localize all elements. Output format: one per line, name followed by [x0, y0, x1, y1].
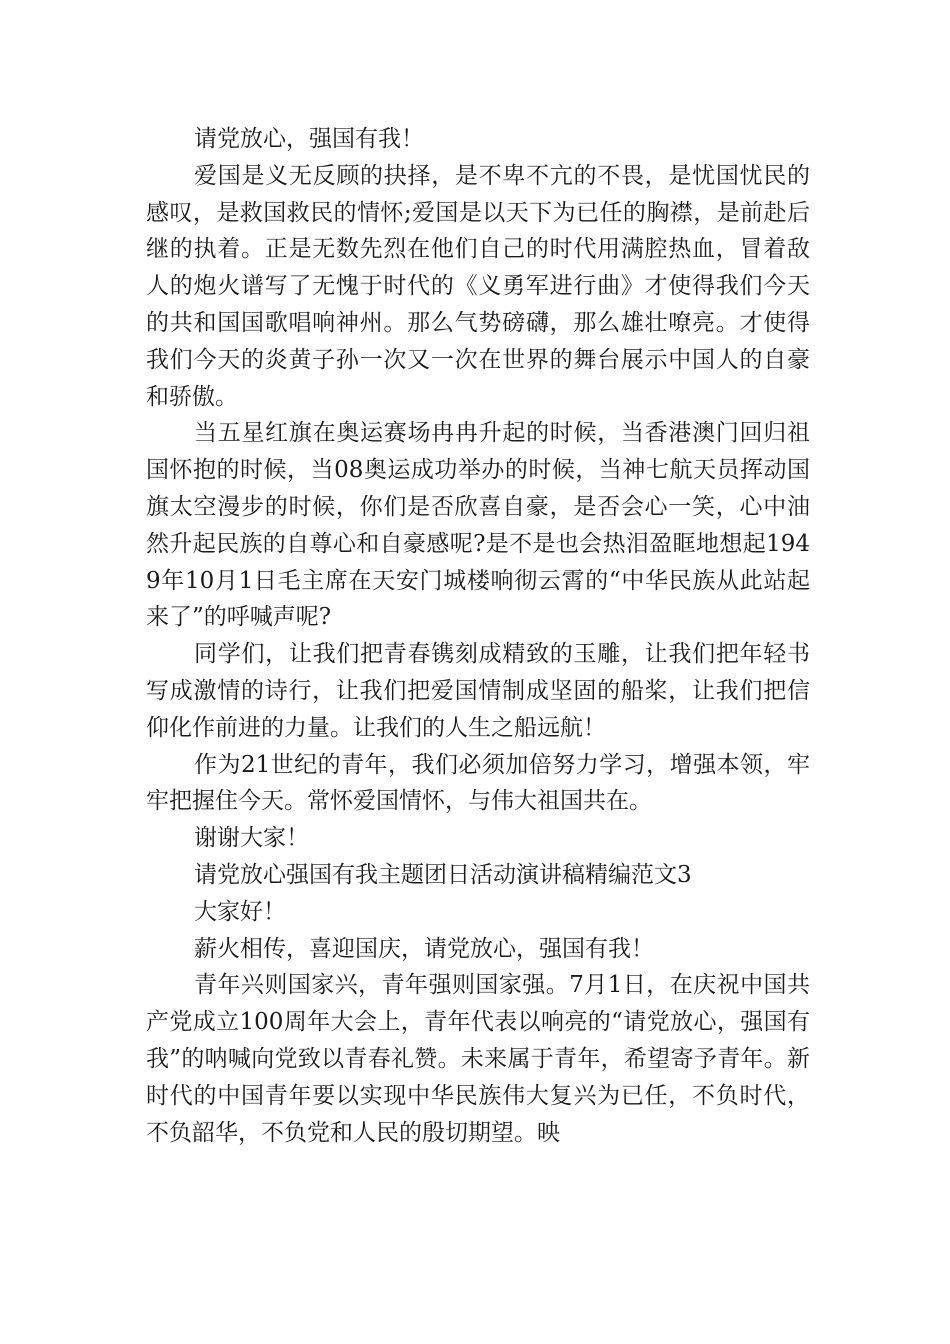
- paragraph-youth-strength: 青年兴则国家兴，青年强则国家强。7月1日，在庆祝中国共产党成立100周年大会上，青年代表以响亮的“请党放心，强国有我”的呐喊向党致以青春礼赞。未来属于青年，希望寄予青年。新时代的中国青年要以实现中华民族伟大复兴为已任，不负时代，不负韶华，不负党和人民的殷切期望。映: [146, 972, 810, 1146]
- document-body: [146, 121, 810, 1151]
- paragraph-national-day: 薪火相传，喜迎国庆，请党放心，强国有我！: [194, 935, 654, 962]
- paragraph-thanks: 谢谢大家！: [194, 825, 309, 852]
- paragraph-patriotism: 爱国是义无反顾的抉择，是不卑不亢的不畏，是忧国忧民的感叹，是救国救民的情怀;爱国是以天下为已任的胸襟，是前赴后继的执着。正是无数先烈在他们自己的时代用满腔热血，冒着敌人的炮火谱写了无愧于时代的《义勇军进行曲》才使得我们今天的共和国国歌唱响神州。那么气势磅礴，那么雄壮嘹亮。才使得我们今天的炎黄子孙一次又一次在世界的舞台展示中国人的自豪和骄傲。: [146, 162, 810, 410]
- paragraph-national-pride: 当五星红旗在奥运赛场冉冉升起的时候，当香港澳门回归祖国怀抱的时候，当08奥运成功举办的时候，当神七航天员挥动国旗太空漫步的时候，你们是否欣喜自豪，是否会心一笑，心中油然升起民族的自尊心和自豪感呢?是不是也会热泪盈眶地想起1949年10月1日毛主席在天安门城楼响彻云霄的“中华民族从此站起来了”的呼喊声呢?: [146, 420, 810, 631]
- paragraph-slogan: 请党放心，强国有我！: [194, 126, 424, 152]
- section-heading: 请党放心强国有我主题团日活动演讲稿精编范文3: [194, 861, 692, 888]
- paragraph-call-to-classmates: 同学们，让我们把青春镌刻成精致的玉雕，让我们把年轻书写成激情的诗行，让我们把爱国情制成坚固的船桨，让我们把信仰化作前进的力量。让我们的人生之船远航！: [146, 641, 810, 741]
- paragraph-youth-duty: 作为21世纪的青年，我们必须加倍努力学习，增强本领，牢牢把握住今天。常怀爱国情怀，与伟大祖国共在。: [146, 751, 810, 815]
- paragraph-greeting: 大家好！: [194, 898, 286, 925]
